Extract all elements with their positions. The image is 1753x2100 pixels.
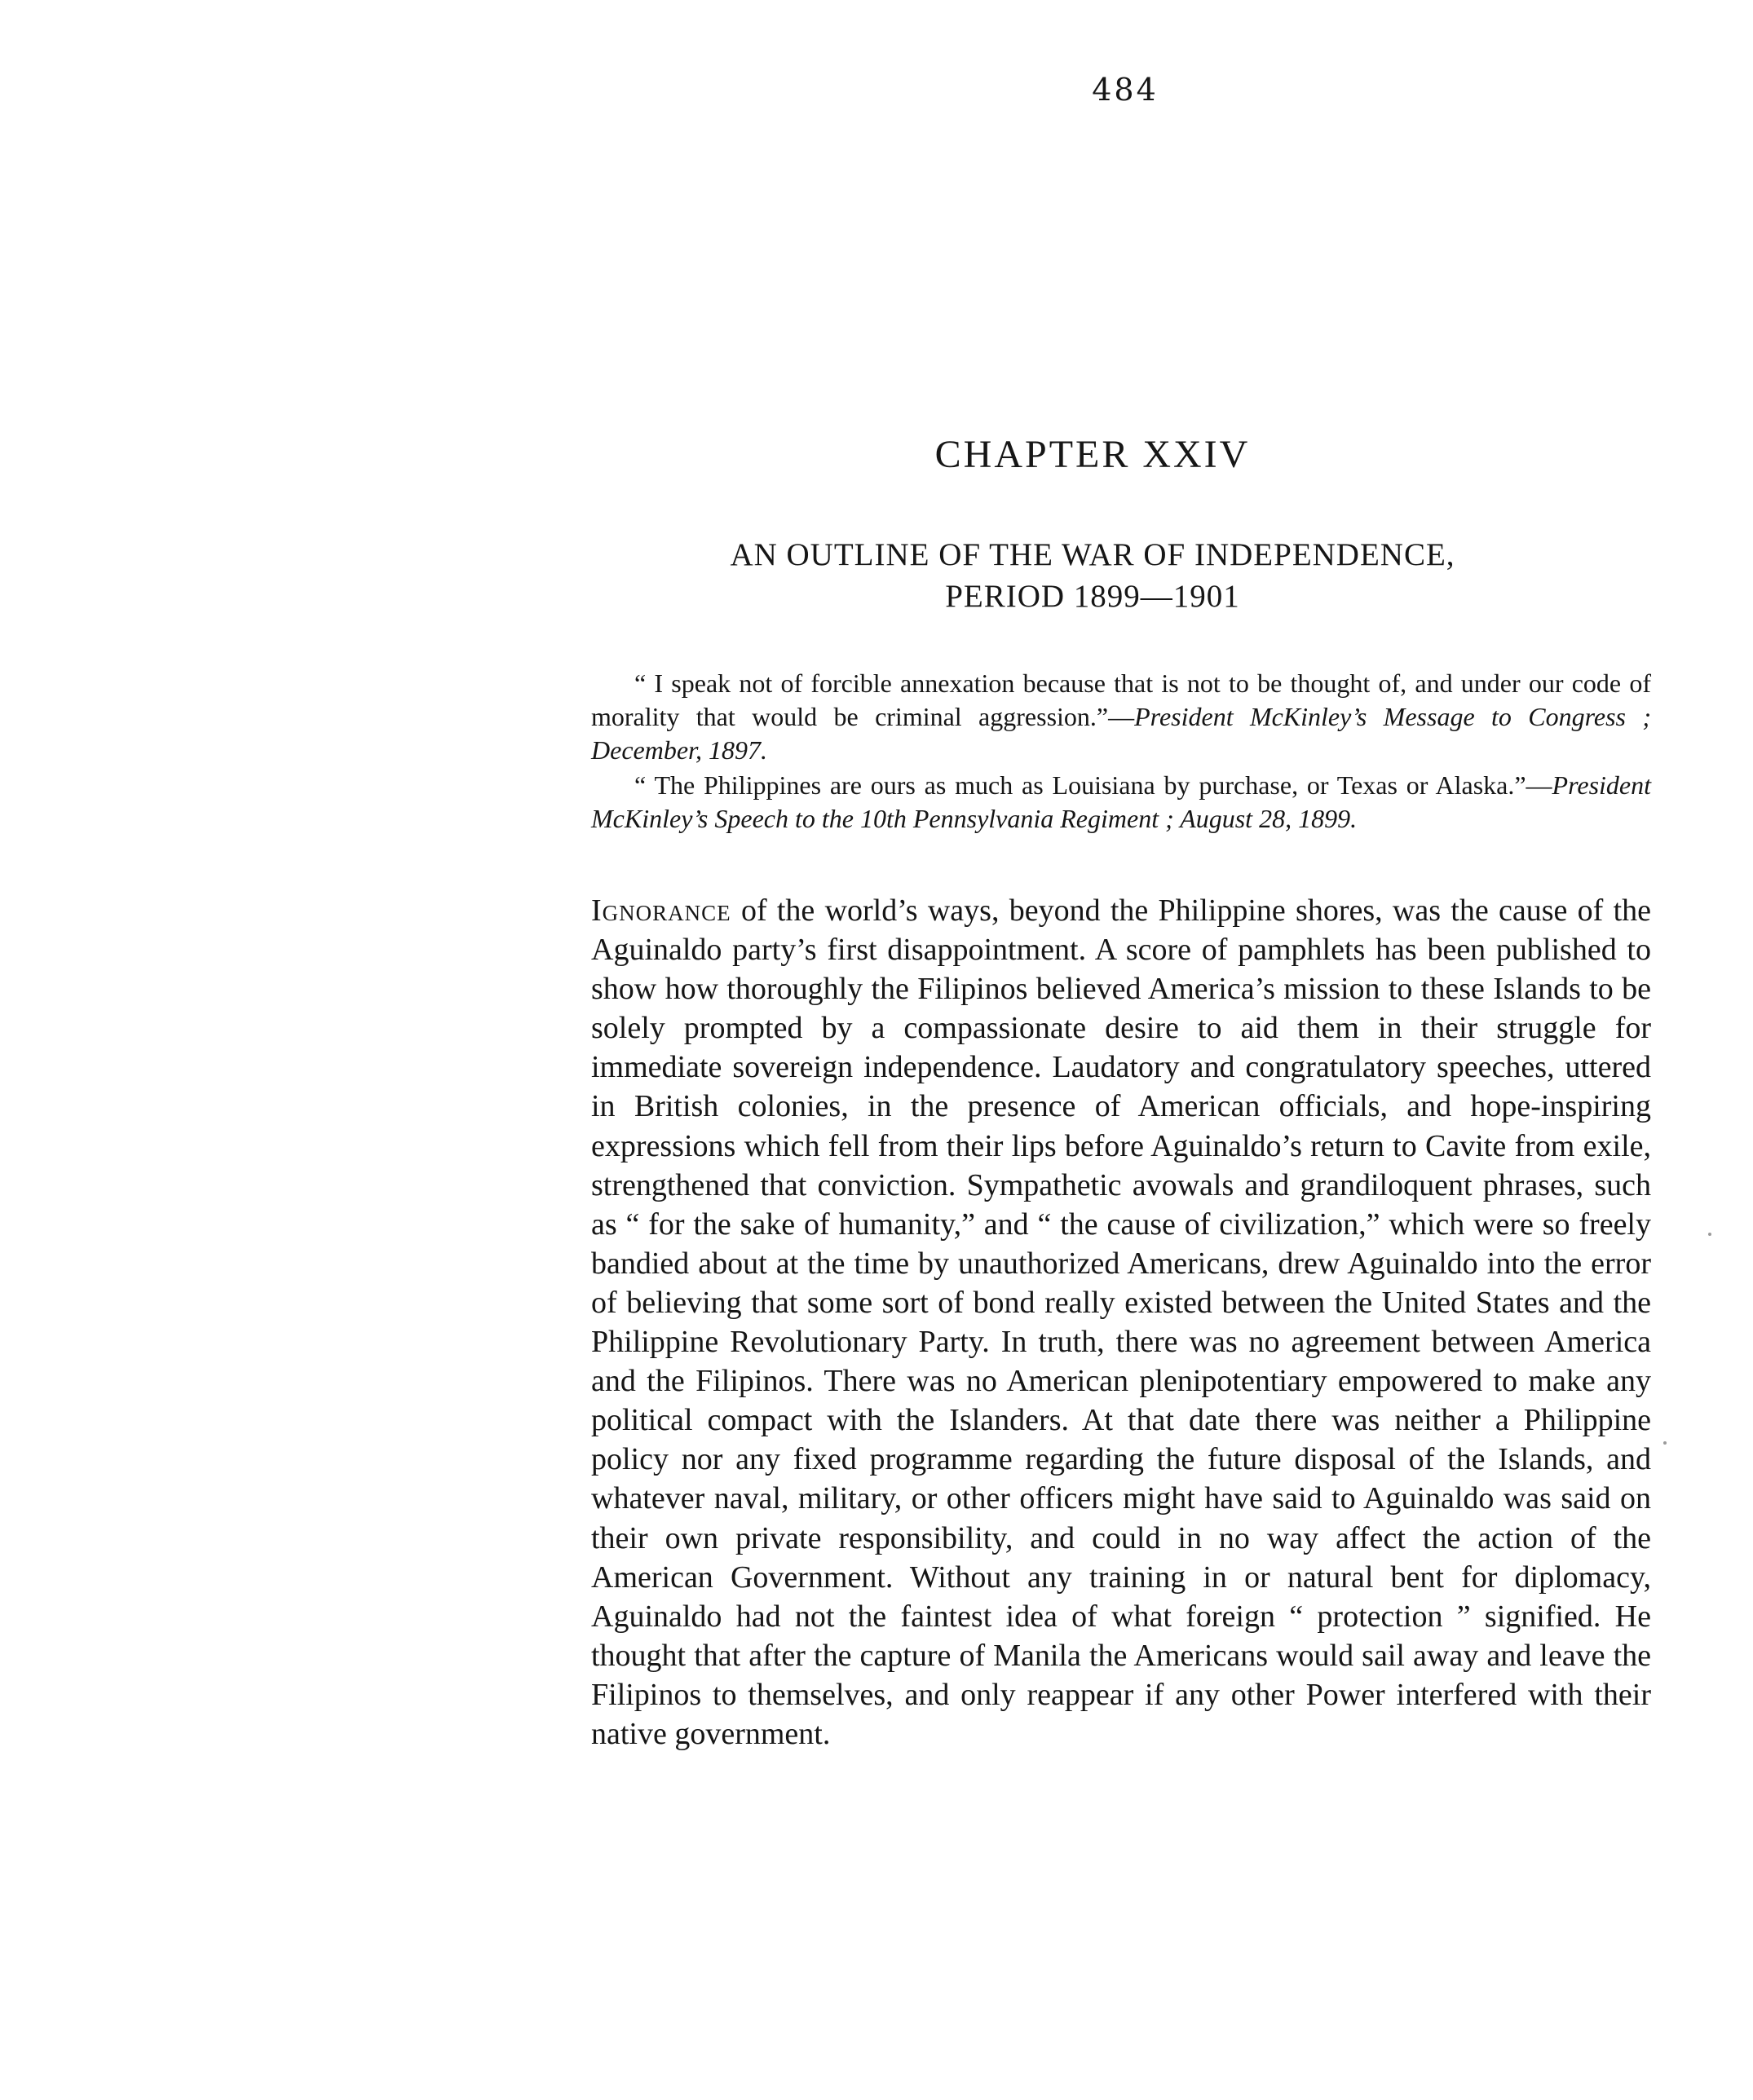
body-first-word: Ignorance (591, 893, 731, 928)
epigraph-2-attribution: President McKinley’s Speech to the 10th Pennsylvania Regiment ; August 28, 1899. (591, 770, 1651, 833)
epigraph-2 (591, 769, 1651, 836)
scan-speck (1708, 1233, 1711, 1236)
scan-speck (1663, 1441, 1667, 1445)
epigraphs (591, 667, 1651, 837)
epigraph-1-quote: “ I speak not of forcible annexation because that is not to be thought of, and under our code of morality that would be criminal aggression.”— (591, 668, 1651, 731)
epigraph-2-quote: “ The Philippines are ours as much as Louisiana by purchase, or Texas or Alaska.”— (634, 770, 1552, 800)
body-text: of the world’s ways, beyond the Philippine shores, was the cause of the Aguinaldo party’s first disappointment. A score of pamphlets has been published to show how thoroughly the Filipinos believed America’s mission to these Islands to be solely prompted by a compassionate desire to aid them in their struggle for immediate sovereign independence. Laudatory and congratulatory speeches, uttered in British colonies, in the presence of American officials, and hope-inspiring expressions which fell from their lips before Aguinaldo’s return to Cavite from exile, strengthened that conviction. Sympathetic avowals and grandiloquent phrases, such as “ for the sake of humanity,” and “ the cause of civilization,” which were so freely bandied about at the time by unauthorized Americans, drew Aguinaldo into the error of believing that some sort of bond really existed between the United States and the Philippine Revolutionary Party. In truth, there was no agreement between America and the Filipinos. There was no American plenipotentiary empowered to make any political compact with the Islanders. At that date there was neither a Philippine policy nor any fixed programme regarding the future disposal of the Islands, and whatever naval, military, or other officers might have said to Aguinaldo was said on their own private responsibility, and could in no way affect the action of the American Government. Without any training in or natural bent for diplomacy, Aguinaldo had not the faintest idea of what foreign “ protection ” signified. He thought that after the capture of Manila the Americans would sail away and leave the Filipinos to themselves, and only reappear if any other Power interfered with their native government. (591, 893, 1651, 1751)
epigraph-1 (591, 667, 1651, 767)
chapter-subtitle (587, 534, 1598, 617)
chapter-subtitle-line-2: PERIOD 1899—1901 (945, 579, 1240, 614)
body-paragraph (591, 891, 1651, 1754)
epigraph-1-attribution: President McKinley’s Message to Congress ; December, 1897. (591, 702, 1652, 765)
chapter-title: CHAPTER XXIV (934, 433, 1251, 476)
chapter-subtitle-line-1: AN OUTLINE OF THE WAR OF INDEPENDENCE, (730, 537, 1455, 572)
page-number: 484 (1092, 72, 1159, 108)
